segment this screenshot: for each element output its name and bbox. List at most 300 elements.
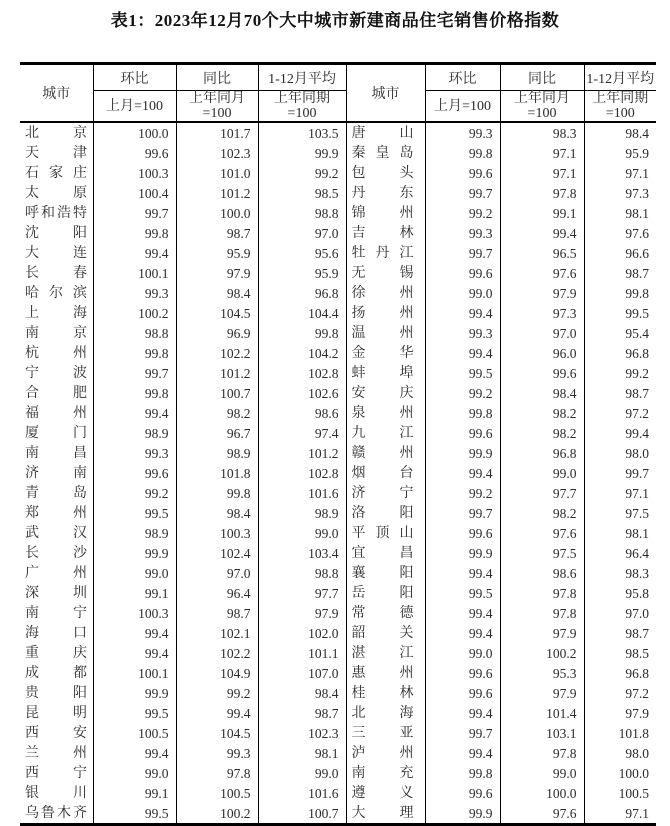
avg-value-left: 98.1 (258, 743, 346, 763)
table-row (20, 163, 656, 183)
mom-value-right: 99.7 (425, 183, 500, 203)
yoy-value-right: 96.8 (500, 443, 584, 463)
mom-value-right: 99.8 (425, 763, 500, 783)
city-name: 大连 (25, 246, 87, 261)
table-row (20, 523, 656, 543)
city-cell-right (346, 363, 425, 383)
yoy-base-line1: 上年同月 (514, 91, 570, 106)
yoy-value-right: 97.6 (500, 523, 584, 543)
city-cell-right (346, 403, 425, 423)
city-name: 赣州 (351, 446, 414, 461)
yoy-value-right: 97.9 (500, 283, 584, 303)
city-cell-left (20, 803, 93, 825)
avg-base-line2: =100 (287, 106, 317, 121)
city-cell-right (346, 463, 425, 483)
avg-value-left: 104.2 (258, 343, 346, 363)
city-name: 宜昌 (351, 546, 414, 561)
table-row (20, 563, 656, 583)
avg-value-right: 95.8 (625, 585, 649, 601)
mom-value-right: 99.4 (425, 703, 500, 723)
city-cell-left (20, 163, 93, 183)
table-row (20, 663, 656, 683)
yoy-value-left: 100.0 (176, 203, 258, 223)
mom-value-left: 99.5 (93, 703, 176, 723)
yoy-value-right: 96.0 (500, 343, 584, 363)
mom-value-left: 99.0 (93, 763, 176, 783)
yoy-value-right: 97.9 (500, 683, 584, 703)
city-cell-right (346, 283, 425, 303)
table-row (20, 443, 656, 463)
city-name: 天津 (25, 146, 87, 161)
city-cell-left (20, 122, 93, 143)
city-cell-left (20, 603, 93, 623)
yoy-value-right: 97.1 (500, 163, 584, 183)
avg-value-right: 97.6 (625, 225, 649, 241)
yoy-value-right: 97.8 (500, 183, 584, 203)
yoy-value-left: 98.2 (176, 403, 258, 423)
yoy-value-right: 97.7 (500, 483, 584, 503)
avg-value-right: 98.3 (625, 565, 649, 581)
mom-value-left: 100.5 (93, 723, 176, 743)
mom-value-left: 99.3 (93, 283, 176, 303)
yoy-value-right: 99.0 (500, 763, 584, 783)
city-cell-right (346, 383, 425, 403)
avg-value-right: 98.0 (625, 745, 649, 761)
yoy-value-left: 98.7 (176, 223, 258, 243)
avg-value-right: 96.8 (625, 665, 649, 681)
table-row (20, 723, 656, 743)
mom-value-left: 98.8 (93, 323, 176, 343)
city-name: 泸州 (351, 746, 414, 761)
yoy-value-right: 97.3 (500, 303, 584, 323)
city-name: 锦州 (351, 206, 414, 221)
avg-base-line1: 上年同期 (274, 91, 330, 106)
city-name: 唐山 (351, 126, 414, 141)
city-cell-left (20, 723, 93, 743)
city-name: 金华 (351, 346, 414, 361)
header-yoy-base-left (176, 91, 258, 123)
city-cell-right (346, 623, 425, 643)
avg-value-left: 98.7 (258, 703, 346, 723)
mom-value-right: 99.6 (425, 523, 500, 543)
yoy-value-left: 95.9 (176, 243, 258, 263)
city-cell-right (346, 643, 425, 663)
city-name: 长沙 (25, 546, 87, 561)
city-name: 重庆 (25, 646, 87, 661)
city-cell-left (20, 583, 93, 603)
city-cell-left (20, 283, 93, 303)
city-name: 太原 (25, 186, 87, 201)
mom-value-left: 99.4 (93, 243, 176, 263)
city-cell-right (346, 803, 425, 825)
yoy-value-right: 97.0 (500, 323, 584, 343)
avg-value-left: 102.8 (258, 363, 346, 383)
city-name: 牡丹江 (351, 246, 414, 261)
city-name: 昆明 (25, 706, 87, 721)
table-row (20, 263, 656, 283)
table-row (20, 223, 656, 243)
mom-value-left: 99.8 (93, 223, 176, 243)
yoy-value-left: 96.4 (176, 583, 258, 603)
yoy-value-left: 101.2 (176, 363, 258, 383)
city-cell-left (20, 323, 93, 343)
city-name: 合肥 (25, 386, 87, 401)
mom-value-right: 99.6 (425, 163, 500, 183)
yoy-value-right: 96.5 (500, 243, 584, 263)
yoy-value-right: 97.5 (500, 543, 584, 563)
yoy-value-left: 97.0 (176, 563, 258, 583)
city-cell-left (20, 643, 93, 663)
city-name: 大理 (351, 806, 414, 821)
mom-value-right: 99.4 (425, 603, 500, 623)
mom-value-left: 99.7 (93, 203, 176, 223)
city-cell-right (346, 323, 425, 343)
mom-value-left: 99.8 (93, 343, 176, 363)
city-name: 沈阳 (25, 226, 87, 241)
table-row (20, 583, 656, 603)
table-row (20, 623, 656, 643)
mom-value-left: 99.8 (93, 383, 176, 403)
city-name: 广州 (25, 566, 87, 581)
yoy-value-left: 100.3 (176, 523, 258, 543)
city-cell-right (346, 423, 425, 443)
header-yoy-right: 同比 (500, 64, 584, 91)
mom-value-left: 100.3 (93, 603, 176, 623)
avg-value-right: 97.1 (625, 165, 649, 181)
yoy-value-right: 99.4 (500, 223, 584, 243)
mom-value-right: 99.3 (425, 223, 500, 243)
city-cell-left (20, 343, 93, 363)
yoy-value-right: 97.6 (500, 803, 584, 825)
yoy-value-left: 100.2 (176, 803, 258, 825)
table-row (20, 143, 656, 163)
city-cell-right (346, 303, 425, 323)
table-title: 表1：2023年12月70个大中城市新建商品住宅销售价格指数 (110, 11, 560, 30)
avg-base-line1: 上年同期 (592, 91, 649, 106)
table-row (20, 783, 656, 803)
table-row (20, 503, 656, 523)
avg-value-left: 102.0 (258, 623, 346, 643)
city-cell-right (346, 483, 425, 503)
avg-value-right: 98.4 (625, 125, 649, 141)
avg-value-left: 103.4 (258, 543, 346, 563)
header-avg-right: 1-12月平均 (584, 64, 656, 91)
avg-value-right: 99.5 (625, 305, 649, 321)
avg-value-left: 101.6 (258, 783, 346, 803)
city-name: 丹东 (351, 186, 414, 201)
avg-value-left: 99.0 (258, 523, 346, 543)
yoy-value-left: 98.4 (176, 283, 258, 303)
yoy-value-right: 98.2 (500, 403, 584, 423)
city-name: 南昌 (25, 446, 87, 461)
avg-value-left: 99.0 (258, 763, 346, 783)
mom-value-right: 99.3 (425, 122, 500, 143)
yoy-value-right: 98.6 (500, 563, 584, 583)
avg-value-right: 99.2 (625, 365, 649, 381)
header-mom-right: 环比 (425, 64, 500, 91)
avg-value-left: 95.9 (258, 263, 346, 283)
avg-value-left: 102.3 (258, 723, 346, 743)
city-name: 呼和浩特 (25, 206, 87, 221)
yoy-value-left: 99.8 (176, 483, 258, 503)
table-row (20, 483, 656, 503)
city-cell-right (346, 783, 425, 803)
city-cell-right (346, 523, 425, 543)
city-cell-right (346, 203, 425, 223)
mom-value-left: 99.2 (93, 483, 176, 503)
yoy-value-right: 99.0 (500, 463, 584, 483)
city-cell-left (20, 523, 93, 543)
city-name: 南宁 (25, 606, 87, 621)
yoy-value-left: 99.4 (176, 703, 258, 723)
mom-value-right: 99.6 (425, 263, 500, 283)
city-cell-right (346, 443, 425, 463)
mom-value-left: 99.6 (93, 463, 176, 483)
city-cell-left (20, 143, 93, 163)
city-name: 上海 (25, 306, 87, 321)
yoy-value-left: 98.4 (176, 503, 258, 523)
mom-value-right: 99.4 (425, 563, 500, 583)
city-name: 贵阳 (25, 686, 87, 701)
yoy-value-right: 100.2 (500, 643, 584, 663)
avg-value-right: 97.1 (625, 485, 649, 501)
city-cell-right (346, 663, 425, 683)
table-row (20, 203, 656, 223)
city-cell-left (20, 743, 93, 763)
avg-value-right: 98.7 (625, 265, 649, 281)
avg-value-right: 98.1 (625, 205, 649, 221)
table-row (20, 183, 656, 203)
city-cell-right (346, 143, 425, 163)
avg-value-left: 97.7 (258, 583, 346, 603)
city-cell-left (20, 783, 93, 803)
mom-value-right: 99.6 (425, 683, 500, 703)
mom-value-left: 99.0 (93, 563, 176, 583)
yoy-value-left: 100.7 (176, 383, 258, 403)
city-cell-left (20, 203, 93, 223)
city-name: 宁波 (25, 366, 87, 381)
city-cell-left (20, 683, 93, 703)
table-row (20, 803, 656, 825)
city-name: 湛江 (351, 646, 414, 661)
avg-value-right: 95.4 (625, 325, 649, 341)
mom-value-right: 99.7 (425, 723, 500, 743)
avg-value-left: 98.5 (258, 183, 346, 203)
city-name: 蚌埠 (351, 366, 414, 381)
avg-value-left: 98.8 (258, 203, 346, 223)
city-name: 吉林 (351, 226, 414, 241)
yoy-value-right: 97.8 (500, 583, 584, 603)
mom-value-left: 99.5 (93, 803, 176, 825)
avg-value-left: 98.9 (258, 503, 346, 523)
header-avg-base-left (258, 91, 346, 123)
avg-value-left: 96.8 (258, 283, 346, 303)
yoy-value-right: 98.2 (500, 423, 584, 443)
header-avg-left: 1-12月平均 (258, 64, 346, 91)
avg-value-right: 101.8 (618, 725, 649, 741)
table-body (20, 122, 656, 825)
city-name: 哈尔滨 (25, 286, 87, 301)
avg-value-right: 96.4 (625, 545, 649, 561)
avg-value-right: 99.7 (625, 465, 649, 481)
avg-value-right: 98.5 (625, 645, 649, 661)
avg-value-right: 96.8 (625, 345, 649, 361)
yoy-value-left: 100.5 (176, 783, 258, 803)
avg-base-line2: =100 (605, 106, 635, 121)
avg-value-right: 96.6 (625, 245, 649, 261)
city-cell-right (346, 243, 425, 263)
mom-value-right: 99.4 (425, 463, 500, 483)
mom-value-left: 99.9 (93, 683, 176, 703)
city-cell-right (346, 122, 425, 143)
city-cell-right (346, 603, 425, 623)
yoy-value-right: 99.6 (500, 363, 584, 383)
mom-value-right: 99.4 (425, 343, 500, 363)
mom-value-left: 99.7 (93, 363, 176, 383)
mom-value-left: 99.5 (93, 503, 176, 523)
city-name: 温州 (351, 326, 414, 341)
mom-value-right: 99.7 (425, 503, 500, 523)
price-index-table (20, 62, 656, 826)
city-name: 平顶山 (351, 526, 414, 541)
table-row (20, 383, 656, 403)
avg-value-right: 97.9 (625, 705, 649, 721)
city-name: 济南 (25, 466, 87, 481)
yoy-value-right: 97.8 (500, 743, 584, 763)
city-name: 桂林 (351, 686, 414, 701)
city-name: 青岛 (25, 486, 87, 501)
mom-value-left: 100.3 (93, 163, 176, 183)
avg-value-right: 99.4 (625, 425, 649, 441)
yoy-value-right: 103.1 (500, 723, 584, 743)
avg-value-left: 107.0 (258, 663, 346, 683)
avg-value-right: 98.0 (625, 445, 649, 461)
mom-value-right: 99.6 (425, 423, 500, 443)
table-row (20, 343, 656, 363)
avg-value-left: 102.8 (258, 463, 346, 483)
city-name: 常德 (351, 606, 414, 621)
city-name: 安庆 (351, 386, 414, 401)
mom-value-left: 99.4 (93, 643, 176, 663)
city-cell-right (346, 703, 425, 723)
city-cell-right (346, 683, 425, 703)
city-name: 福州 (25, 406, 87, 421)
city-name: 银川 (25, 786, 87, 801)
header-yoy-base-right (500, 91, 584, 123)
avg-value-left: 98.8 (258, 563, 346, 583)
table-row (20, 283, 656, 303)
city-name: 扬州 (351, 306, 414, 321)
city-cell-left (20, 543, 93, 563)
table-row (20, 363, 656, 383)
mom-value-right: 99.0 (425, 643, 500, 663)
mom-value-left: 99.1 (93, 783, 176, 803)
avg-value-right: 98.7 (625, 625, 649, 641)
city-cell-right (346, 223, 425, 243)
table-header (20, 64, 656, 123)
yoy-base-line1: 上年同月 (189, 91, 245, 106)
yoy-value-right: 98.4 (500, 383, 584, 403)
avg-value-left: 103.5 (258, 122, 346, 143)
city-name: 深圳 (25, 586, 87, 601)
table-row (20, 543, 656, 563)
yoy-value-right: 98.2 (500, 503, 584, 523)
city-name: 洛阳 (351, 506, 414, 521)
mom-value-left: 100.4 (93, 183, 176, 203)
avg-value-left: 97.9 (258, 603, 346, 623)
avg-value-left: 104.4 (258, 303, 346, 323)
yoy-value-right: 100.0 (500, 783, 584, 803)
city-name: 三亚 (351, 726, 414, 741)
city-cell-left (20, 563, 93, 583)
mom-value-right: 99.6 (425, 663, 500, 683)
city-name: 乌鲁木齐 (25, 806, 87, 821)
city-cell-right (346, 163, 425, 183)
avg-value-right: 98.1 (625, 525, 649, 541)
city-name: 韶关 (351, 626, 414, 641)
yoy-value-left: 96.7 (176, 423, 258, 443)
table-row (20, 703, 656, 723)
city-name: 西宁 (25, 766, 87, 781)
city-cell-left (20, 303, 93, 323)
mom-value-left: 98.9 (93, 523, 176, 543)
mom-value-left: 99.4 (93, 623, 176, 643)
city-name: 泉州 (351, 406, 414, 421)
city-cell-left (20, 183, 93, 203)
yoy-value-right: 97.8 (500, 603, 584, 623)
yoy-value-left: 96.9 (176, 323, 258, 343)
mom-value-right: 99.8 (425, 143, 500, 163)
yoy-value-left: 102.2 (176, 343, 258, 363)
header-city-right: 城市 (346, 64, 425, 123)
header-mom-left: 环比 (93, 64, 176, 91)
mom-value-right: 99.5 (425, 363, 500, 383)
yoy-value-left: 101.0 (176, 163, 258, 183)
yoy-value-right: 97.1 (500, 143, 584, 163)
city-cell-left (20, 423, 93, 443)
city-name: 郑州 (25, 506, 87, 521)
avg-value-left: 99.9 (258, 143, 346, 163)
city-name: 杭州 (25, 346, 87, 361)
mom-value-right: 99.4 (425, 623, 500, 643)
yoy-value-left: 104.5 (176, 723, 258, 743)
city-name: 武汉 (25, 526, 87, 541)
city-name: 烟台 (351, 466, 414, 481)
table-row (20, 683, 656, 703)
city-cell-left (20, 463, 93, 483)
table-row (20, 603, 656, 623)
city-cell-right (346, 583, 425, 603)
city-cell-left (20, 483, 93, 503)
header-yoy-left: 同比 (176, 64, 258, 91)
avg-value-right: 100.5 (618, 785, 649, 801)
city-name: 南京 (25, 326, 87, 341)
yoy-value-right: 97.6 (500, 263, 584, 283)
mom-value-left: 99.9 (93, 543, 176, 563)
avg-value-left: 95.6 (258, 243, 346, 263)
mom-value-left: 100.1 (93, 263, 176, 283)
yoy-base-line2: =100 (527, 106, 557, 121)
yoy-value-right: 101.4 (500, 703, 584, 723)
mom-value-left: 99.4 (93, 403, 176, 423)
avg-value-right: 97.1 (625, 805, 649, 821)
mom-value-right: 99.3 (425, 323, 500, 343)
mom-value-right: 99.8 (425, 403, 500, 423)
mom-value-right: 99.2 (425, 383, 500, 403)
avg-value-right: 98.7 (625, 385, 649, 401)
header-city-left: 城市 (20, 64, 93, 123)
yoy-value-left: 99.2 (176, 683, 258, 703)
